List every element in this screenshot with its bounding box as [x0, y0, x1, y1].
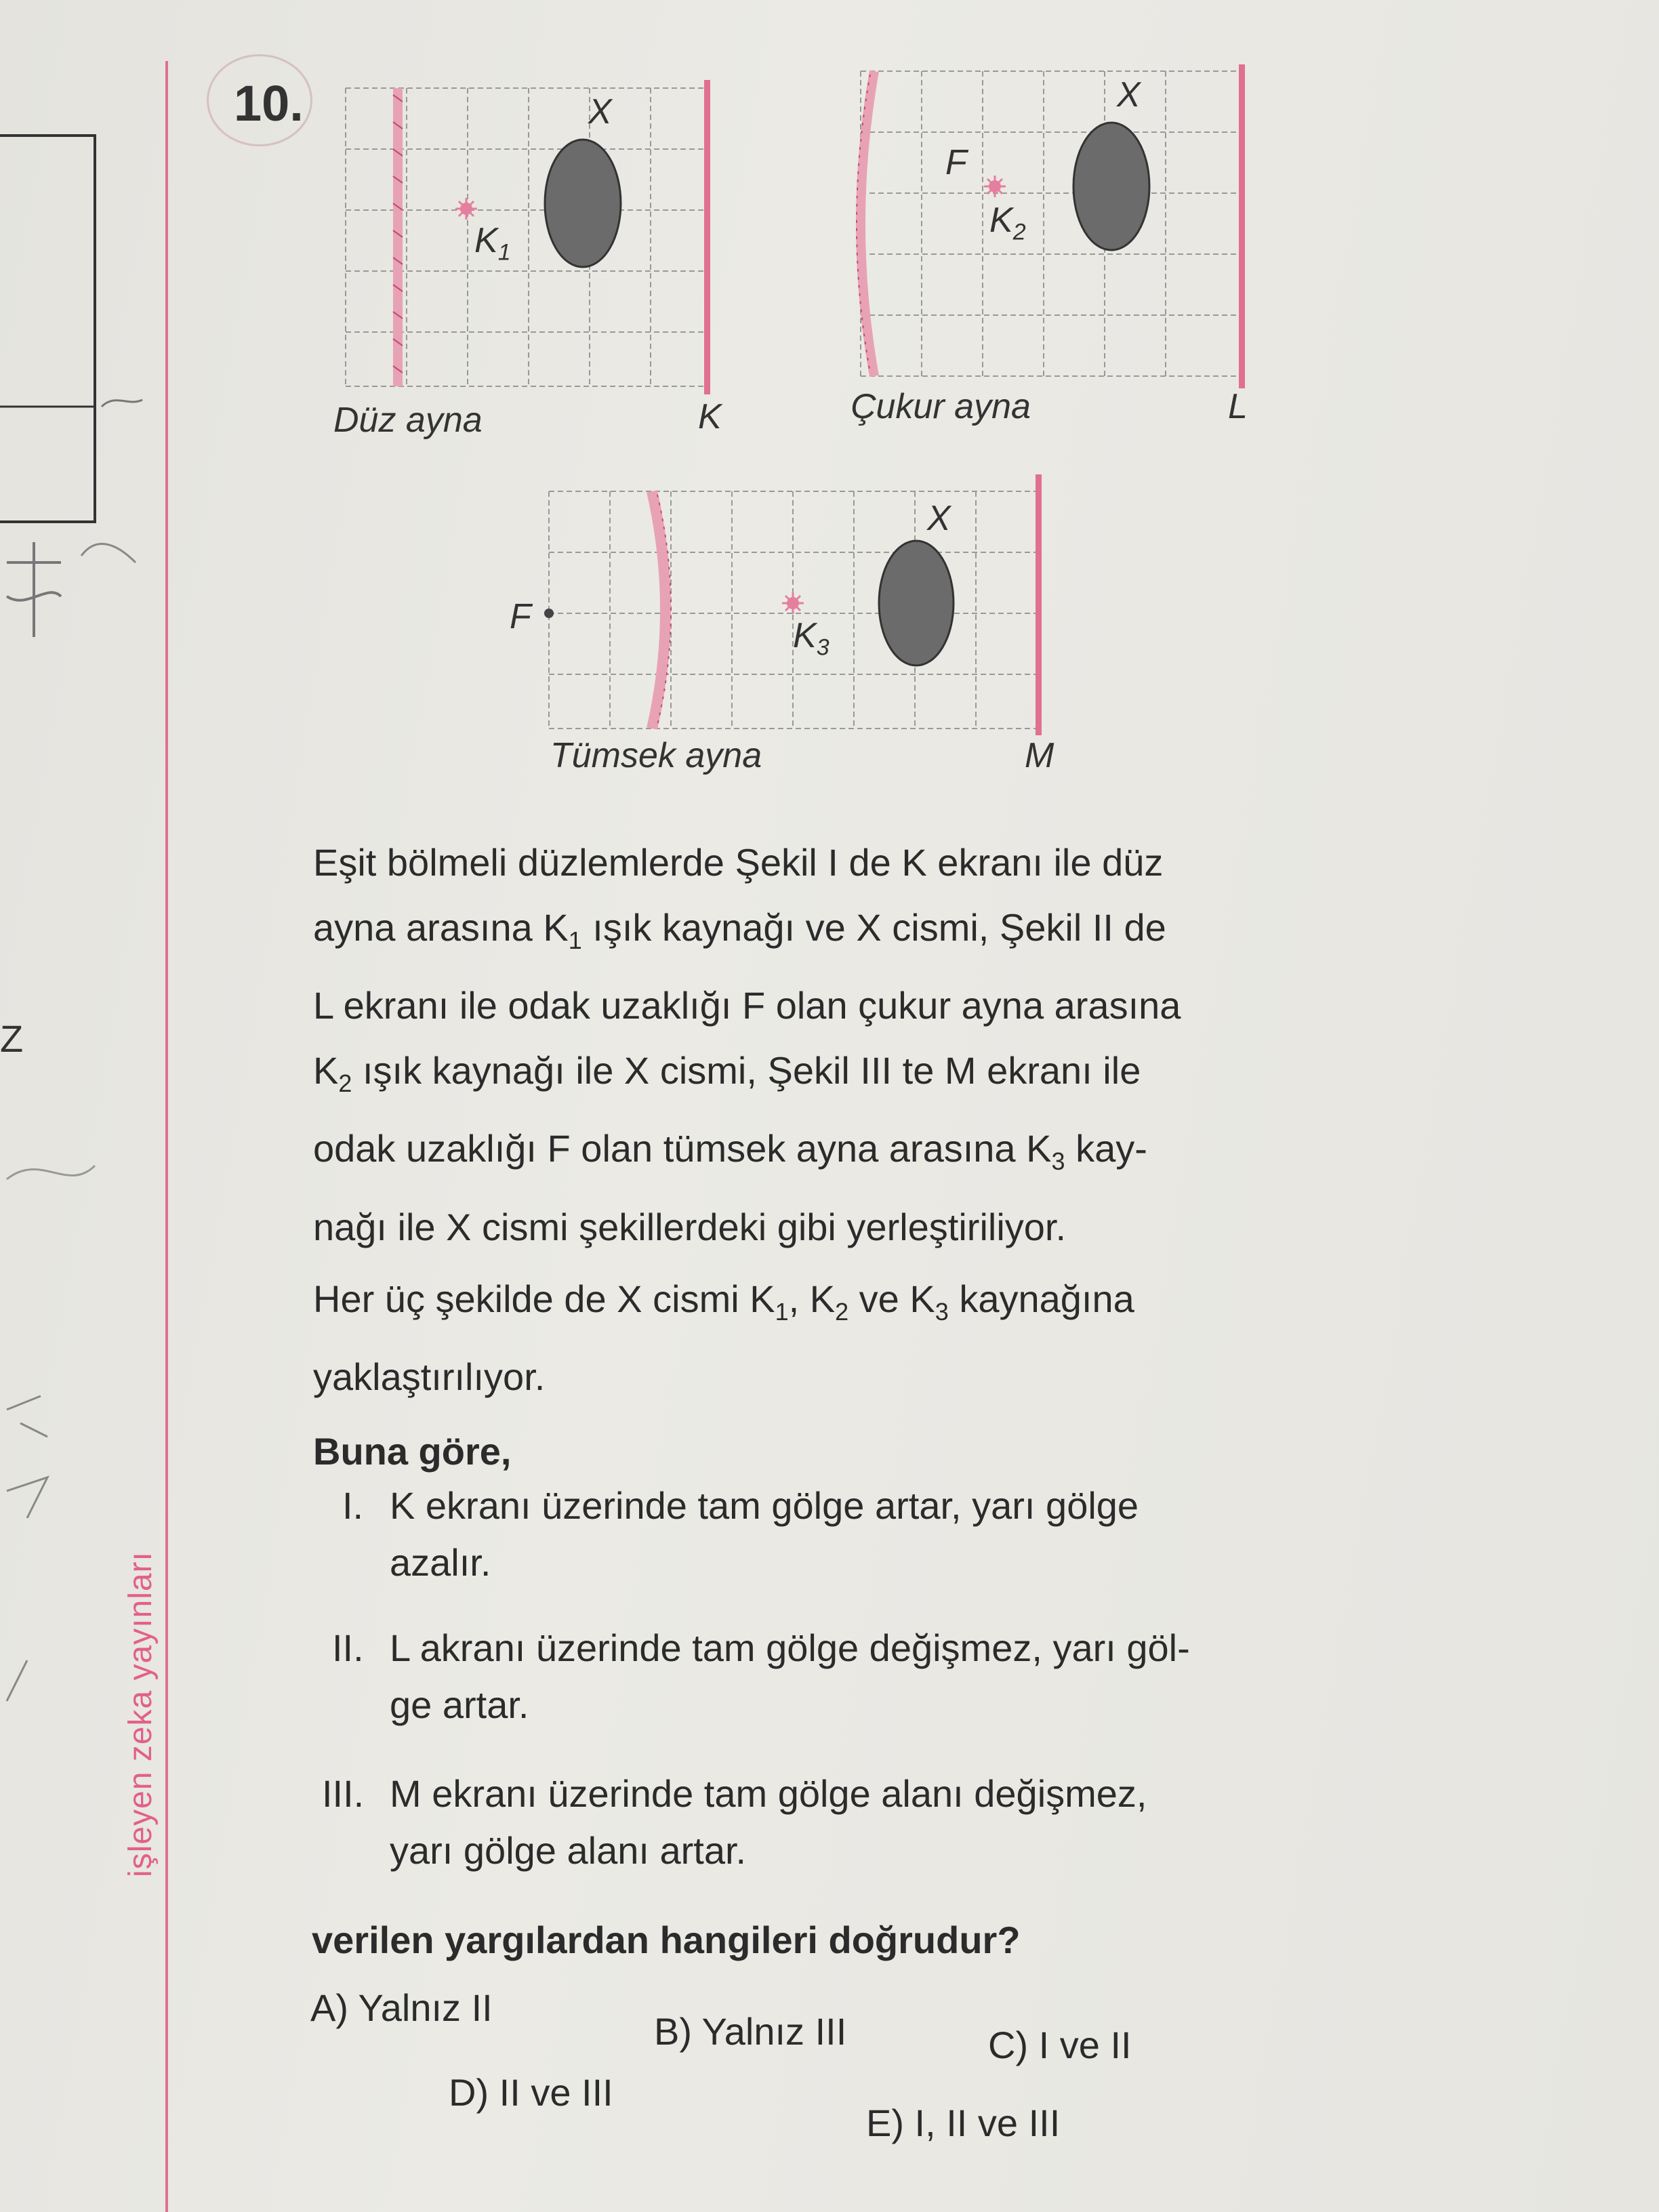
fig3-screen-label: M: [1025, 736, 1054, 775]
fig1-object-label: X: [588, 92, 612, 131]
question-body: [313, 830, 1303, 1484]
publisher-label: işleyen zeka yayınları: [123, 1551, 159, 1877]
option-b[interactable]: B) Yalnız III: [654, 2010, 847, 2053]
fig1-source-label: $K_1$: [474, 221, 511, 266]
object-x: [879, 541, 954, 665]
statement-1: I. K ekranı üzerinde tam gölge artar, yarı gölge azalır.: [342, 1484, 1139, 1584]
fig2-mirror-label: Çukur ayna: [851, 387, 1031, 426]
figure-3: [501, 468, 1057, 745]
fig2-screen-label: L: [1228, 387, 1248, 426]
fig2-source-label: $K_2$: [989, 201, 1026, 245]
option-a[interactable]: A) Yalnız II: [310, 1986, 493, 2029]
lead-text: Buna göre,: [313, 1429, 512, 1473]
screen-k: [704, 80, 710, 394]
concave-mirror: [861, 71, 874, 376]
fig2-object-label: X: [1117, 75, 1141, 115]
paragraph-2: Her üç şekilde de X cismi $K_1$, $K_2$ ve $K_3$ kaynağına yaklaştırılıyor.: [313, 1277, 1134, 1398]
option-e[interactable]: E) I, II ve III: [866, 2102, 1061, 2144]
screen-m: [1036, 474, 1042, 735]
fig1-mirror-label: Düz ayna: [333, 401, 483, 440]
question-number: 10.: [234, 75, 304, 131]
fig3-source-label: $K_3$: [793, 616, 830, 661]
option-c[interactable]: C) I ve II: [988, 2024, 1132, 2066]
object-x: [545, 140, 621, 267]
screen-l: [1239, 64, 1245, 388]
fig2-focus-label: F: [945, 143, 967, 182]
margin-letter: Z: [0, 1017, 24, 1060]
fig3-object-label: X: [927, 499, 951, 538]
statement-3: III. M ekranı üzerinde tam gölge alanı değişmez, yarı gölge alanı artar.: [322, 1772, 1147, 1872]
paragraph-1: Eşit bölmeli düzlemlerde Şekil I de K ekranı ile düz ayna arasına $K_1$ ışık kaynağı ve X cismi, Şekil II de L ekranı ile odak uzaklığı F olan çukur ayna arasına $K_2$ ışık kaynağı ile X cismi, Şekil III te M ekranı ile odak uzaklığı F olan tümsek ayna arasına $K_3$ kay- nağı ile X cismi şekillerdeki gibi yerleştiriliyor.: [313, 841, 1181, 1248]
statement-2: II. L akranı üzerinde tam gölge değişmez, yarı göl- ge artar.: [332, 1626, 1190, 1726]
object-x: [1073, 123, 1149, 250]
option-d[interactable]: D) II ve III: [449, 2071, 613, 2114]
fig1-screen-label: K: [698, 397, 722, 436]
fig3-mirror-label: Tümsek ayna: [550, 736, 762, 775]
figure-2: [847, 58, 1254, 396]
fig3-focus-label: F: [510, 597, 531, 636]
question-prompt: verilen yargılardan hangileri doğrudur?: [312, 1919, 1021, 1961]
figure-1: [339, 68, 732, 407]
margin-line: [165, 61, 168, 2212]
focus-point: [544, 609, 554, 618]
